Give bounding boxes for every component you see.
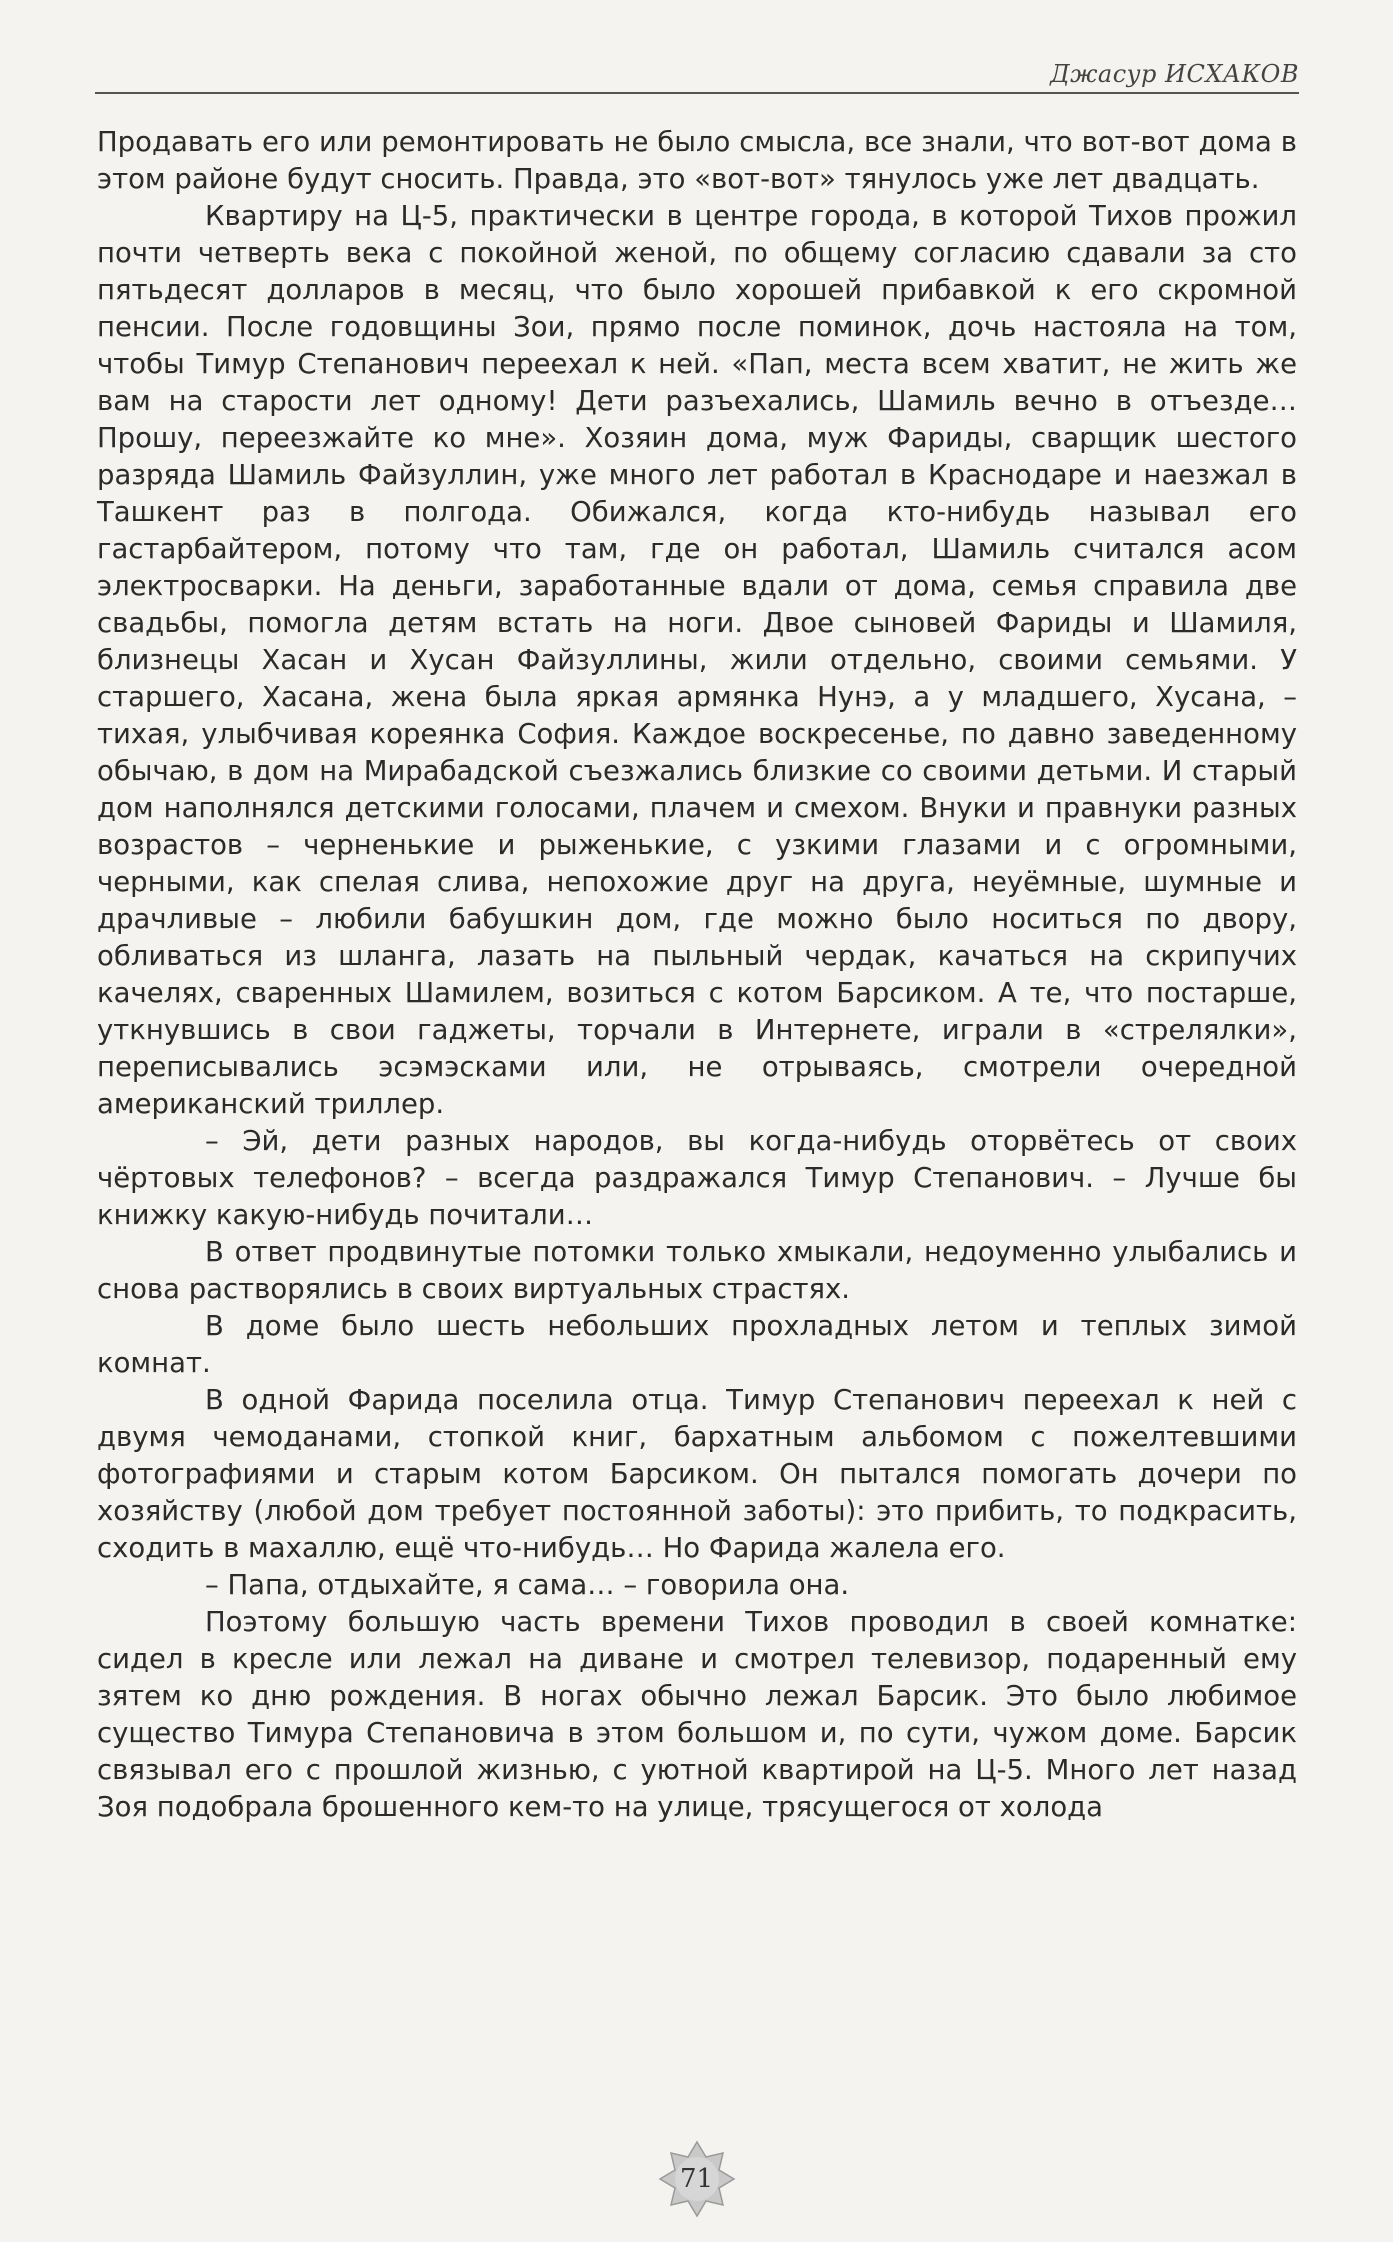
paragraph: В доме было шесть небольших прохладных летом и теплых зимой комнат.: [97, 1310, 1297, 1379]
header-divider: [95, 92, 1299, 94]
body-text: [97, 124, 1297, 1826]
paragraph: Поэтому большую часть времени Тихов проводил в своей комнатке: сидел в кресле или лежал на диване и смотрел телевизор, подаренный ему зятем ко дню рождения. В ногах обычно лежал Барсик. Это было любимое существо Тимура Степановича в этом большом и, по сути, чужом доме. Барсик связывал его с прошлой жизнью, с уютной квартирой на Ц-5. Много лет назад Зоя подобрала брошенного кем-то на улице, трясущегося от холода: [97, 1606, 1297, 1823]
paragraph: Продавать его или ремонтировать не было смысла, все знали, что вот-вот дома в этом районе будут сносить. Правда, это «вот-вот» тянулось уже лет двадцать.: [97, 126, 1297, 195]
running-header-author: Джасур ИСХАКОВ: [1050, 60, 1299, 88]
paragraph: Квартиру на Ц-5, практически в центре города, в которой Тихов прожил почти четверть века с покойной женой, по общему согласию сдавали за сто пятьдесят долларов в месяц, что было хорошей прибавкой к его скромной пенсии. После годовщины Зои, прямо после поминок, дочь настояла на том, чтобы Тимур Степанович переехал к ней. «Пап, места всем хватит, не жить же вам на старости лет одному! Дети разъехались, Шамиль вечно в отъезде… Прошу, переезжайте ко мне». Хозяин дома, муж Фариды, сварщик шестого разряда Шамиль Файзуллин, уже много лет работал в Краснодаре и наезжал в Ташкент раз в полгода. Обижался, когда кто-нибудь называл его гастарбайтером, потому что там, где он работал, Шамиль считался асом электросварки. На деньги, заработанные вдали от дома, семья справила две свадьбы, помогла детям встать на ноги. Двое сыновей Фариды и Шамиля, близнецы Хасан и Хусан Файзуллины, жили отдельно, своими семьями. У старшего, Хасана, жена была яркая армянка Нунэ, а у младшего, Хусана, – тихая, улыбчивая кореянка София. Каждое воскресенье, по давно заведенному обычаю, в дом на Мирабадской съезжались близкие со своими детьми. И старый дом наполнялся детскими голосами, плачем и смехом. Внуки и правнуки разных возрастов – черненькие и рыженькие, с узкими глазами и с огромными, черными, как спелая слива, непохожие друг на друга, неуёмные, шумные и драчливые – любили бабушкин дом, где можно было носиться по двору, обливаться из шланга, лазать на пыльный чердак, качаться на скрипучих качелях, сваренных Шамилем, возиться с котом Барсиком. А те, что постарше, уткнувшись в свои гаджеты, торчали в Интернете, играли в «стрелялки», переписывались эсэмэсками или, не отрываясь, смотрели очередной американский триллер.: [97, 200, 1297, 1120]
paragraph: – Папа, отдыхайте, я сама… – говорила она.: [205, 1569, 850, 1601]
paragraph: В одной Фарида поселила отца. Тимур Степанович переехал к ней с двумя чемоданами, стопкой книг, бархатным альбомом с пожелтевшими фотографиями и старым котом Барсиком. Он пытался помогать дочери по хозяйству (любой дом требует постоянной заботы): это прибить, то подкрасить, сходить в махаллю, ещё что-нибудь… Но Фарида жалела его.: [97, 1384, 1297, 1564]
paragraph: В ответ продвинутые потомки только хмыкали, недоуменно улыбались и снова растворялись в своих виртуальных страстях.: [97, 1236, 1297, 1305]
page-number-badge: [658, 2140, 736, 2218]
page-number: 71: [679, 2164, 714, 2194]
paragraph: – Эй, дети разных народов, вы когда-нибудь оторвётесь от своих чёртовых телефонов? – всегда раздражался Тимур Степанович. – Лучше бы книжку какую-нибудь почитали…: [97, 1125, 1297, 1231]
